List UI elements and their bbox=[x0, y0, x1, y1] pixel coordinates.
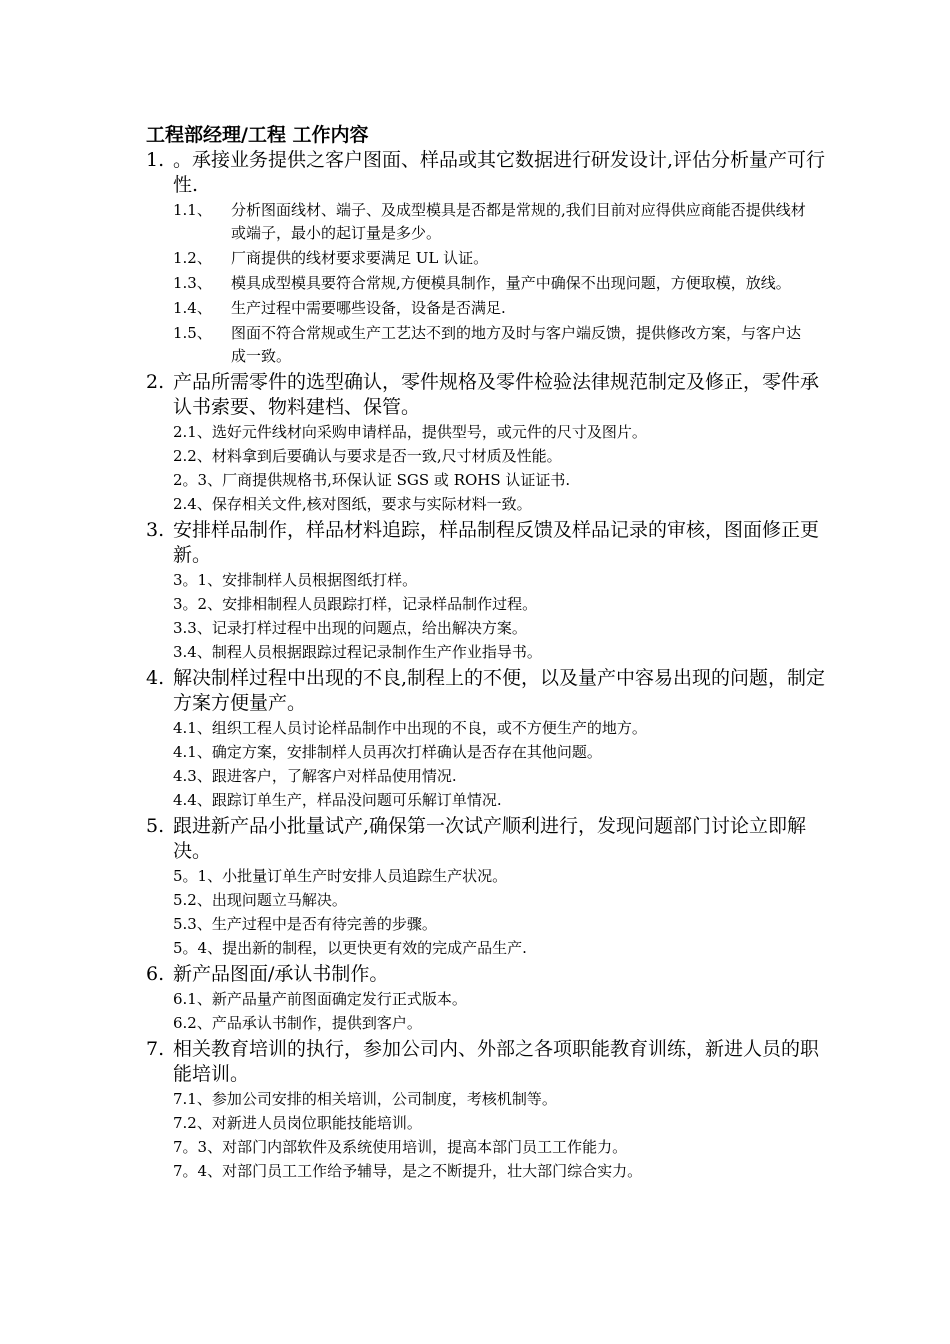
section-6 bbox=[146, 962, 836, 1035]
section-number: 7. bbox=[146, 1038, 165, 1060]
list-item bbox=[173, 493, 836, 516]
item-number: 1.3、 bbox=[173, 274, 212, 292]
item-number: 6.1、 bbox=[173, 990, 212, 1008]
list-item bbox=[173, 421, 836, 444]
item-text: 生产过程中是否有待完善的步骤。 bbox=[211, 915, 437, 933]
item-text: 图面不符合常规或生产工艺达不到的地方及时与客户端反馈，提供修改方案，与客户达成一致。 bbox=[231, 324, 802, 365]
section-number: 3. bbox=[146, 519, 165, 541]
item-number: 4.1、 bbox=[173, 743, 212, 761]
section-heading bbox=[146, 148, 836, 198]
section-text: 安排样品制作，样品材料追踪，样品制程反馈及样品记录的审核，图面修正更新。 bbox=[173, 519, 820, 566]
item-text: 提出新的制程，以更快更有效的完成产品生产. bbox=[222, 939, 527, 957]
item-number: 2.4、 bbox=[173, 495, 212, 513]
section-heading bbox=[146, 814, 836, 864]
list-item bbox=[173, 322, 836, 368]
item-number: 3.4、 bbox=[173, 643, 212, 661]
sub-item-list bbox=[146, 717, 836, 812]
list-item bbox=[173, 789, 836, 812]
sub-item-list bbox=[146, 988, 836, 1035]
item-number: 7.1、 bbox=[173, 1090, 212, 1108]
item-text: 出现问题立马解决。 bbox=[211, 891, 347, 909]
item-number: 5.2、 bbox=[173, 891, 212, 909]
list-item bbox=[173, 641, 836, 664]
section-text: 跟进新产品小批量试产,确保第一次试产顺利进行，发现问题部门讨论立即解决。 bbox=[173, 815, 807, 862]
list-item bbox=[173, 445, 836, 468]
list-item bbox=[173, 1136, 836, 1159]
item-text: 新产品量产前图面确定发行正式版本。 bbox=[211, 990, 467, 1008]
item-text: 记录打样过程中出现的问题点，给出解决方案。 bbox=[211, 619, 527, 637]
list-item bbox=[173, 247, 836, 270]
list-item bbox=[173, 1088, 836, 1111]
list-item bbox=[173, 889, 836, 912]
list-item bbox=[173, 717, 836, 740]
item-text: 安排制样人员根据图纸打样。 bbox=[222, 571, 418, 589]
item-number: 2.1、 bbox=[173, 423, 212, 441]
list-item bbox=[173, 593, 836, 616]
section-heading bbox=[146, 1037, 836, 1087]
section-5 bbox=[146, 814, 836, 960]
item-text: 制程人员根据跟踪过程记录制作生产作业指导书。 bbox=[211, 643, 542, 661]
item-text: 保存相关文件,核对图纸，要求与实际材料一致。 bbox=[211, 495, 532, 513]
section-heading bbox=[146, 962, 836, 987]
section-number: 4. bbox=[146, 667, 165, 689]
list-item bbox=[173, 988, 836, 1011]
item-number: 5。1、 bbox=[173, 867, 223, 885]
item-number: 4.4、 bbox=[173, 791, 212, 809]
item-number: 1.4、 bbox=[173, 299, 212, 317]
section-1 bbox=[146, 148, 836, 368]
list-item bbox=[173, 617, 836, 640]
item-number: 6.2、 bbox=[173, 1014, 212, 1032]
item-text: 模具成型模具要符合常规,方便模具制作，量产中确保不出现问题，方便取模，放线。 bbox=[231, 274, 791, 292]
item-text: 分析图面线材、端子、及成型模具是否都是常规的,我们目前对应得供应商能否提供线材或端子，最小的起订量是多少。 bbox=[231, 201, 806, 242]
item-number: 5.3、 bbox=[173, 915, 212, 933]
section-7 bbox=[146, 1037, 836, 1183]
section-text: 解决制样过程中出现的不良,制程上的不便，以及量产中容易出现的问题，制定方案方便量产。 bbox=[173, 667, 826, 714]
list-item bbox=[173, 469, 836, 492]
item-number: 2。3、 bbox=[173, 471, 223, 489]
item-number: 3.3、 bbox=[173, 619, 212, 637]
list-item bbox=[173, 913, 836, 936]
sub-item-list bbox=[146, 865, 836, 960]
list-item bbox=[173, 741, 836, 764]
item-text: 对部门员工工作给予辅导，是之不断提升，壮大部门综合实力。 bbox=[222, 1162, 643, 1180]
section-3 bbox=[146, 518, 836, 664]
list-item bbox=[173, 1112, 836, 1135]
section-text: 。承接业务提供之客户图面、样品或其它数据进行研发设计,评估分析量产可行性. bbox=[173, 149, 826, 196]
item-number: 7.2、 bbox=[173, 1114, 212, 1132]
item-text: 确定方案，安排制样人员再次打样确认是否存在其他问题。 bbox=[211, 743, 602, 761]
item-text: 参加公司安排的相关培训，公司制度，考核机制等。 bbox=[211, 1090, 557, 1108]
list-item bbox=[173, 937, 836, 960]
sub-item-list bbox=[146, 569, 836, 664]
list-item bbox=[173, 199, 836, 245]
item-number: 1.1、 bbox=[173, 201, 212, 219]
item-text: 产品承认书制作，提供到客户。 bbox=[211, 1014, 422, 1032]
list-item bbox=[173, 272, 836, 295]
section-text: 产品所需零件的选型确认，零件规格及零件检验法律规范制定及修正，零件承认书索要、物料建档、保管。 bbox=[173, 371, 820, 418]
page-title: 工程部经理/工程 工作内容 bbox=[146, 124, 369, 146]
section-heading bbox=[146, 666, 836, 716]
section-4 bbox=[146, 666, 836, 812]
item-text: 跟进客户，了解客户对样品使用情况. bbox=[211, 767, 457, 785]
list-item bbox=[173, 1160, 836, 1183]
item-text: 材料拿到后要确认与要求是否一致,尺寸材质及性能。 bbox=[211, 447, 562, 465]
list-item bbox=[173, 765, 836, 788]
item-text: 选好元件线材向采购申请样品，提供型号，或元件的尺寸及图片。 bbox=[211, 423, 647, 441]
item-number: 7。3、 bbox=[173, 1138, 223, 1156]
section-text: 相关教育培训的执行，参加公司内、外部之各项职能教育训练，新进人员的职能培训。 bbox=[173, 1038, 820, 1085]
item-text: 跟踪订单生产，样品没问题可乐解订单情况. bbox=[211, 791, 502, 809]
item-number: 5。4、 bbox=[173, 939, 223, 957]
section-heading bbox=[146, 370, 836, 420]
list-item bbox=[173, 865, 836, 888]
item-text: 对部门内部软件及系统使用培训，提高本部门员工工作能力。 bbox=[222, 1138, 628, 1156]
item-text: 厂商提供规格书,环保认证 SGS 或 ROHS 认证证书. bbox=[222, 471, 571, 489]
item-number: 1.2、 bbox=[173, 249, 212, 267]
item-number: 3。1、 bbox=[173, 571, 223, 589]
item-text: 厂商提供的线材要求要满足 UL 认证。 bbox=[231, 249, 489, 267]
sub-item-list bbox=[146, 1088, 836, 1183]
item-number: 7。4、 bbox=[173, 1162, 223, 1180]
sub-item-list bbox=[146, 199, 836, 368]
section-2 bbox=[146, 370, 836, 516]
item-number: 3。2、 bbox=[173, 595, 223, 613]
sub-item-list bbox=[146, 421, 836, 516]
item-text: 对新进人员岗位职能技能培训。 bbox=[211, 1114, 422, 1132]
item-number: 4.1、 bbox=[173, 719, 212, 737]
item-number: 4.3、 bbox=[173, 767, 212, 785]
item-number: 1.5、 bbox=[173, 324, 212, 342]
list-item bbox=[173, 297, 836, 320]
section-heading bbox=[146, 518, 836, 568]
section-number: 6. bbox=[146, 963, 165, 985]
section-text: 新产品图面/承认书制作。 bbox=[173, 963, 389, 985]
item-text: 安排相制程人员跟踪打样，记录样品制作过程。 bbox=[222, 595, 538, 613]
list-item bbox=[173, 1012, 836, 1035]
item-number: 2.2、 bbox=[173, 447, 212, 465]
item-text: 生产过程中需要哪些设备，设备是否满足. bbox=[231, 299, 506, 317]
item-text: 组织工程人员讨论样品制作中出现的不良，或不方便生产的地方。 bbox=[211, 719, 647, 737]
section-number: 5. bbox=[146, 815, 165, 837]
section-number: 1. bbox=[146, 149, 165, 171]
section-number: 2. bbox=[146, 371, 165, 393]
document-body bbox=[146, 148, 836, 1185]
list-item bbox=[173, 569, 836, 592]
item-text: 小批量订单生产时安排人员追踪生产状况。 bbox=[222, 867, 508, 885]
